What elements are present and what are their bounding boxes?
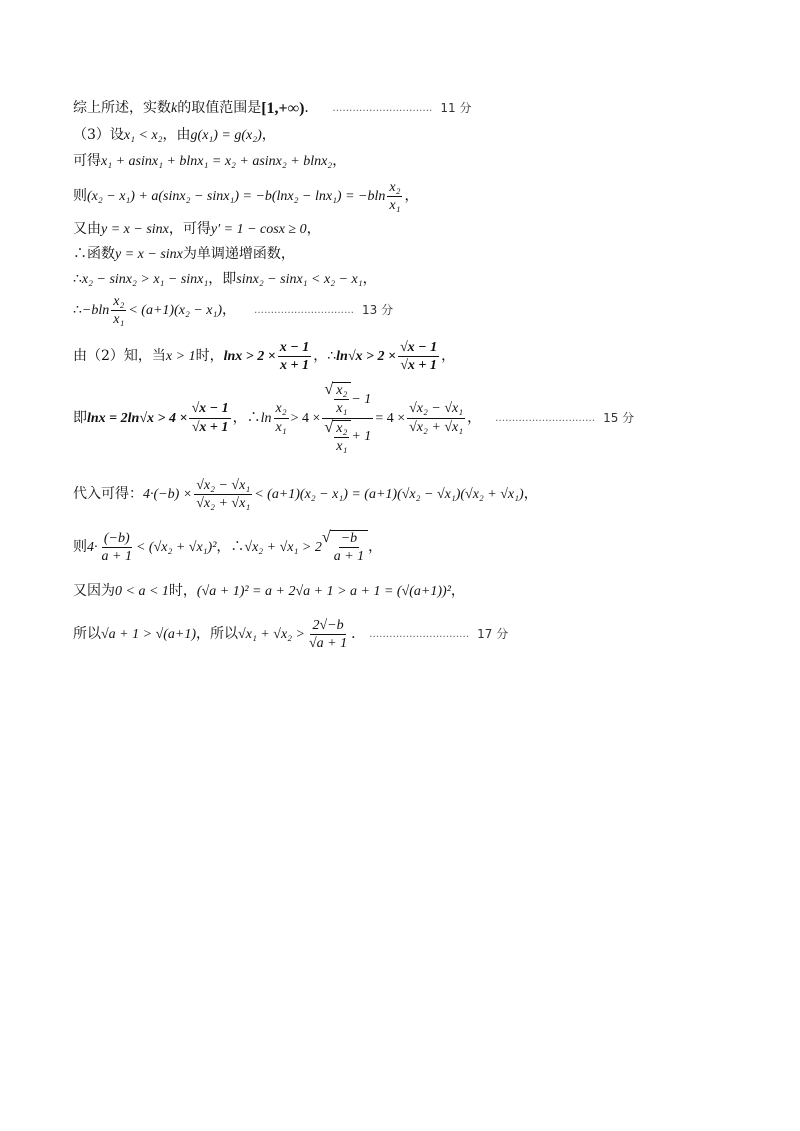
fraction-denominator: x₁	[389, 198, 401, 214]
expression: lnx = 2ln√x > 4 ×	[87, 410, 188, 426]
derivative: y′ = 1 − cosx ≥ 0	[210, 222, 307, 237]
sqrt-icon: √	[324, 418, 334, 436]
fraction	[407, 401, 465, 435]
comparison-line	[73, 584, 465, 599]
fraction-numerator: (−b)	[102, 531, 132, 548]
score-dots: …………………………	[254, 305, 355, 317]
fraction-denominator: √x₂ + √x₁	[196, 496, 251, 512]
bound-line	[73, 294, 393, 328]
expression: < (a+1)(x₂ − x₁)	[128, 303, 223, 319]
expression: > 4 ×	[290, 410, 321, 426]
fraction	[100, 531, 134, 565]
fraction	[194, 478, 252, 512]
score-label: 11 分	[440, 101, 472, 116]
text: 时，	[195, 348, 224, 365]
range-expression: [1,+∞)	[261, 100, 305, 117]
equation: (x₂ − x₁) + a(sinx₂ − sinx₁) = −b(lnx₂ − lnx₁) = −bln	[87, 189, 386, 205]
punct: ，	[261, 127, 276, 143]
nested-denominator	[322, 419, 373, 455]
text: 则	[73, 538, 87, 555]
plug-in-line	[73, 478, 538, 512]
substitution-line	[73, 382, 634, 455]
text: 又由	[73, 221, 101, 237]
text: （3）设	[73, 127, 124, 143]
score-dots: …………………………	[369, 629, 470, 641]
fraction-numerator: 2√−b	[310, 618, 345, 635]
text: 又因为	[73, 583, 115, 599]
text: ∴函数	[73, 246, 115, 262]
punct: ，	[441, 348, 456, 365]
var-k: k	[171, 101, 178, 117]
punct: ，	[467, 409, 482, 426]
punct: ，	[404, 188, 419, 205]
text: ∴	[73, 302, 82, 319]
punct: ，	[313, 348, 328, 365]
equation-line	[73, 154, 346, 169]
expression: < (a+1)(x₂ − x₁) = (a+1)(√x₂ − √x₁)(√x₂ + √x₁)	[254, 487, 524, 503]
text: ，即	[208, 271, 237, 287]
fraction-denominator: a + 1	[101, 548, 132, 564]
fraction-numerator: √x − 1	[398, 340, 439, 357]
text: 综上所述，实数	[73, 100, 171, 117]
punct: ，	[368, 538, 383, 555]
fraction-denominator: x₁	[113, 312, 125, 328]
punct: ，	[362, 271, 377, 287]
expression: < (√x₂ + √x₁)²	[135, 539, 217, 555]
condition: 0 < a < 1	[115, 584, 169, 599]
fraction-numerator: x₂	[387, 180, 402, 197]
expression: lnx > 2 ×	[223, 349, 276, 365]
fraction-numerator: √x₂ − √x₁	[407, 401, 465, 418]
punct: ，	[450, 583, 465, 599]
text: ，所以	[196, 626, 239, 643]
inequality: x₂ − sinx₂ > x₁ − sinx₁	[81, 272, 209, 287]
fraction-denominator: x₁	[336, 401, 348, 417]
fraction	[189, 401, 230, 435]
fraction-denominator: x₁	[275, 419, 287, 435]
fraction-numerator: x₂	[334, 383, 349, 400]
fraction	[307, 618, 349, 652]
fraction	[398, 340, 439, 374]
conclusion-range-line	[73, 100, 472, 118]
equation: g(x₁) = g(x₂)	[190, 128, 262, 143]
fraction	[387, 180, 402, 214]
nested-fraction	[322, 382, 373, 455]
inequality: √x₁ + √x₂ >	[238, 627, 305, 643]
expression: √x₂ + √x₁ > 2	[244, 539, 322, 555]
fraction-numerator: x − 1	[278, 340, 311, 357]
function: y = x − sinx	[115, 247, 183, 262]
punct: ，	[523, 486, 538, 503]
fraction-denominator: √x₂ + √x₁	[409, 419, 464, 435]
fraction-numerator: x₂	[334, 421, 349, 438]
sqrt-content	[330, 530, 368, 565]
ln-label: ln	[260, 410, 272, 426]
punct: ，	[222, 302, 237, 319]
sqrt	[324, 382, 351, 417]
condition: x > 1	[165, 349, 196, 365]
text: 为单调递增函数，	[182, 246, 295, 262]
sqrt-icon: √	[324, 381, 334, 398]
inequality: √a + 1 > √(a+1)	[101, 627, 197, 643]
inequality: sinx₂ − sinx₁ < x₂ − x₁	[236, 272, 363, 287]
fraction-denominator: √x + 1	[400, 358, 437, 374]
inequality-line	[73, 272, 377, 287]
nested-numerator	[322, 382, 373, 419]
minus-one: − 1	[351, 391, 372, 407]
score-dots: …………………………	[495, 412, 596, 424]
fraction	[111, 294, 126, 328]
plus-one: + 1	[351, 429, 372, 445]
text: ，∴	[232, 409, 261, 426]
score-label: 13 分	[362, 303, 394, 318]
function: y = x − sinx	[101, 222, 169, 237]
text: ∴	[73, 271, 82, 287]
punct: ．	[351, 626, 366, 643]
text: 由（2）知，当	[73, 348, 166, 365]
text: ，由	[162, 127, 191, 143]
fraction	[278, 340, 311, 374]
score-label: 17 分	[477, 627, 509, 642]
text: 时，	[168, 583, 197, 599]
fraction-numerator: x₂	[274, 401, 289, 418]
text: 即	[73, 409, 87, 426]
lemma-line	[73, 340, 455, 374]
text: 的取值范围是	[177, 100, 262, 117]
monotone-line	[73, 247, 295, 262]
fraction-denominator: a + 1	[333, 549, 365, 565]
expression: ln√x > 2 ×	[336, 349, 396, 365]
fraction-numerator: x₂	[111, 294, 126, 311]
sqrt-content	[332, 420, 351, 455]
punct: ．	[304, 100, 319, 117]
part3-setup-line	[73, 128, 276, 143]
expression: −bln	[81, 303, 110, 319]
text: ，可得	[168, 221, 211, 237]
score-label: 15 分	[603, 410, 635, 425]
score-dots: …………………………	[332, 103, 433, 115]
simplified-line	[73, 530, 382, 565]
expression: 4·	[87, 539, 98, 555]
fraction-denominator: x + 1	[279, 358, 309, 374]
text: ，∴	[216, 538, 245, 555]
sqrt	[324, 420, 351, 455]
fraction-denominator: √x + 1	[191, 419, 229, 435]
fraction-numerator: −b	[339, 531, 359, 548]
punct: ，	[306, 221, 321, 237]
final-line	[73, 618, 508, 652]
therefore-symbol: ∴	[327, 348, 337, 365]
fraction-denominator: √a + 1	[308, 636, 348, 652]
text: 可得	[73, 153, 101, 169]
equation: x₁ + asinx₁ + blnx₁ = x₂ + asinx₂ + blnx₂	[101, 154, 333, 169]
fraction-numerator: √x₂ − √x₁	[194, 478, 252, 495]
sqrt-content	[332, 382, 351, 417]
derivative-line	[73, 222, 321, 237]
fraction-denominator: x₁	[336, 439, 348, 455]
text: 所以	[73, 626, 101, 643]
expression: 4·(−b) ×	[143, 487, 193, 503]
sqrt-icon: √	[321, 529, 331, 546]
punct: ，	[332, 153, 347, 169]
fraction-numerator: √x − 1	[189, 401, 230, 418]
sqrt	[322, 530, 368, 565]
fraction	[274, 401, 289, 435]
equation: (√a + 1)² = a + 2√a + 1 > a + 1 = (√(a+1))²	[196, 584, 451, 599]
text: 代入可得：	[73, 486, 143, 503]
text: 则	[73, 188, 87, 205]
expression: = 4 ×	[375, 410, 406, 426]
rearranged-line	[73, 180, 418, 214]
condition: x₁ < x₂	[123, 128, 163, 143]
